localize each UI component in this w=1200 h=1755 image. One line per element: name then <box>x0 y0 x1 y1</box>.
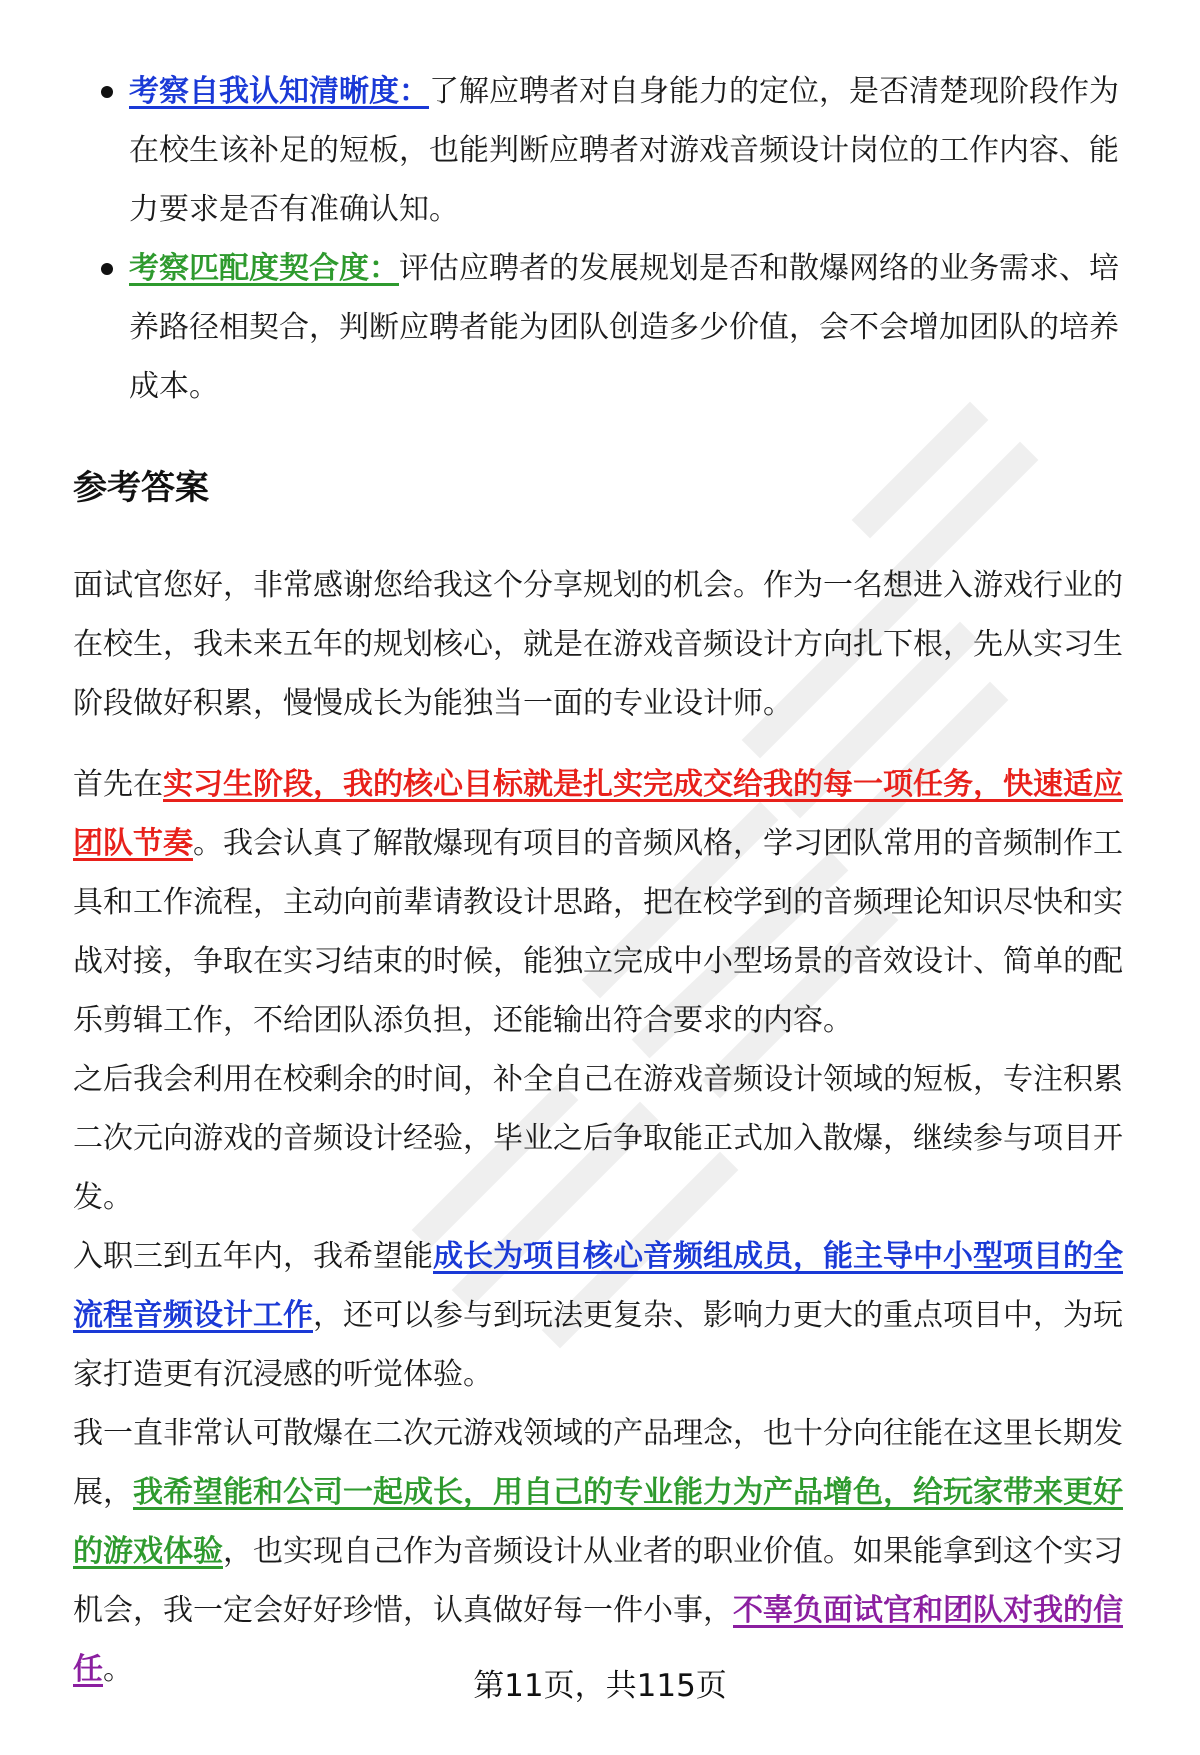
text-run: 我一直非常认可散爆在二次元游戏领域的产品理念，也十分向往能在这里长期发展， <box>73 1416 1123 1510</box>
text-run: 入职三到五年内，我希望能 <box>73 1239 433 1274</box>
answer-paragraph-internship <box>73 755 1143 1050</box>
text-run: 首先在 <box>73 767 163 802</box>
answer-paragraph-after: 之后我会利用在校剩余的时间，补全自己在游戏音频设计领域的短板，专注积累二次元向游戏的音频设计经验，毕业之后争取能正式加入散爆，继续参与项目开发。 <box>73 1062 1123 1215</box>
bullet-label: 考察自我认知清晰度： <box>129 74 429 109</box>
highlight-internship-goal: 实习生阶段，我的核心目标就是扎实完成交给我的每一项任务，快速适应团队节奏 <box>73 767 1123 861</box>
page-number: 第11页，共115页 <box>473 1668 727 1704</box>
highlight-trust: 不辜负面试官和团队对我的信任 <box>73 1593 1123 1687</box>
content-area <box>73 62 1143 1699</box>
bullet-list <box>73 62 1143 416</box>
highlight-career-goal: 成长为项目核心音频组成员，能主导中小型项目的全流程音频设计工作 <box>73 1239 1123 1333</box>
text-run: ，还可以参与到玩法更复杂、影响力更大的重点项目中，为玩家打造更有沉浸感的听觉体验。 <box>73 1298 1123 1392</box>
bullet-text: 了解应聘者对自身能力的定位，是否清楚现阶段作为在校生该补足的短板，也能判断应聘者对游戏音频设计岗位的工作内容、能力要求是否有准确认知。 <box>129 74 1119 227</box>
bullet-dot-icon <box>101 86 113 98</box>
text-run: 。 <box>103 1652 133 1687</box>
text-run: 。我会认真了解散爆现有项目的音频风格，学习团队常用的音频制作工具和工作流程，主动向前辈请教设计思路，把在校学到的音频理论知识尽快和实战对接，争取在实习结束的时候，能独立完成中小型场景的音效设计、简单的配乐剪辑工作，不给团队添负担，还能输出符合要求的内容。 <box>73 826 1123 1038</box>
text-run: ，也实现自己作为音频设计从业者的职业价值。如果能拿到这个实习机会，我一定会好好珍惜，认真做好每一件小事， <box>73 1534 1123 1628</box>
answer-paragraph-closing <box>73 1404 1143 1699</box>
list-item <box>73 62 1143 239</box>
section-title: 参考答案 <box>73 468 209 508</box>
answer-paragraph-career <box>73 1227 1143 1404</box>
bullet-text: 评估应聘者的发展规划是否和散爆网络的业务需求、培养路径相契合，判断应聘者能为团队创造多少价值，会不会增加团队的培养成本。 <box>129 251 1119 404</box>
bullet-dot-icon <box>101 263 113 275</box>
highlight-growth-goal: 我希望能和公司一起成长，用自己的专业能力为产品增色，给玩家带来更好的游戏体验 <box>73 1475 1123 1569</box>
bullet-label: 考察匹配度契合度： <box>129 251 399 286</box>
list-item <box>73 239 1143 416</box>
answer-paragraph-intro: 面试官您好，非常感谢您给我这个分享规划的机会。作为一名想进入游戏行业的在校生，我未来五年的规划核心，就是在游戏音频设计方向扎下根，先从实习生阶段做好积累，慢慢成长为能独当一面的专业设计师。 <box>73 568 1123 721</box>
